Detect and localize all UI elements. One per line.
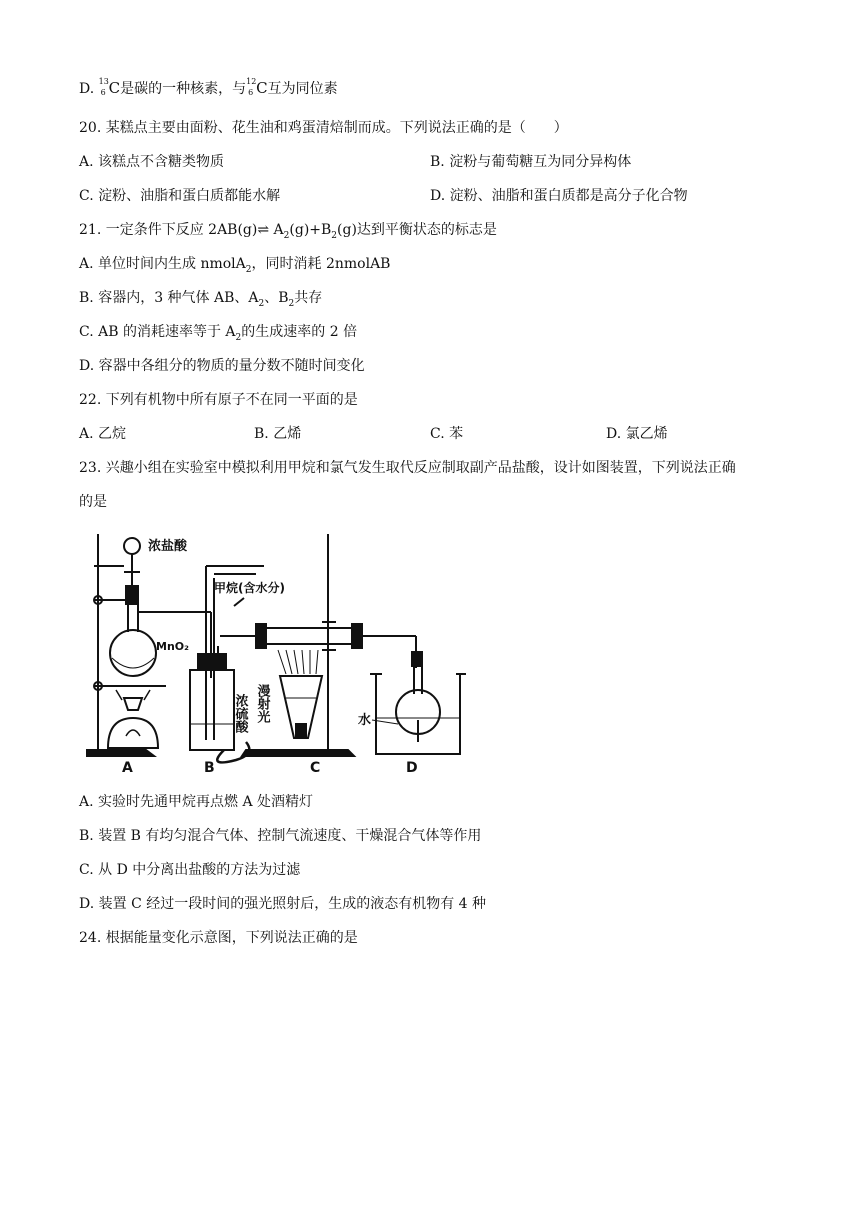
label-water: 水 [358,713,372,728]
isotope-c12-prefix [246,78,256,98]
mass-number: 12 [246,77,257,86]
subscript: 2 [331,230,338,241]
mass-number: 13 [98,77,109,86]
label-methane: 甲烷(含水分) [214,581,285,595]
q21-option-c [79,322,357,348]
label-b: B [204,760,215,776]
q23-stem-line1: 23. 兴趣小组在实验室中模拟利用甲烷和氯气发生取代反应制取副产品盐酸，设计如图装置，下列说法正确 [79,460,736,476]
q21-a-post: ，同时消耗 2nmolAB [251,256,391,272]
q21-option-d: D. 容器中各组分的物质的量分数不随时间变化 [79,358,365,374]
label-c: C [310,760,321,776]
q22-option-d: D. 氯乙烯 [606,426,668,442]
q21-stem-post: (g)达到平衡状态的标志是 [337,222,497,238]
q23-option-c: C. 从 D 中分离出盐酸的方法为过滤 [79,862,301,878]
subscript: 2 [245,264,252,275]
q19-option-d [79,78,338,99]
q20-option-a: A. 该糕点不含糖类物质 [79,154,225,170]
q23-option-b: B. 装置 B 有均匀混合气体、控制气流速度、干燥混合气体等作用 [79,828,482,844]
q20-option-c: C. 淀粉、油脂和蛋白质都能水解 [79,188,281,204]
q21-c-pre: C. AB 的消耗速率等于 A [79,324,236,340]
q20-stem: 20. 某糕点主要由面粉、花生油和鸡蛋清焙制而成。下列说法正确的是（ ） [79,120,568,136]
q23-option-a: A. 实验时先通甲烷再点燃 A 处酒精灯 [79,794,314,810]
label-diffuse-light: 漫射光 [254,684,270,723]
element-symbol: C [256,79,268,97]
apparatus-d [370,636,466,754]
q21-b-mid: 、B [264,290,289,306]
q21-stem [79,220,497,246]
q21-a-pre: A. 单位时间内生成 nmolA [79,256,246,272]
q19-option-d-end: 互为同位素 [267,81,338,97]
q22-option-b: B. 乙烯 [254,426,302,442]
q20-option-d: D. 淀粉、油脂和蛋白质都是高分子化合物 [430,188,688,204]
label-d: D [406,760,418,776]
q19-option-d-letter: D. [79,81,95,97]
atomic-number: 6 [248,88,254,97]
apparatus-diagram [86,528,466,776]
q21-option-a [79,254,390,280]
q21-c-post: 的生成速率的 2 倍 [241,324,358,340]
q20-option-b: B. 淀粉与葡萄糖互为同分异构体 [430,154,632,170]
q21-stem-pre: 21. 一定条件下反应 2AB(g)⇌ A [79,222,284,238]
q19-option-d-mid: 是碳的一种核素，与 [120,81,247,97]
apparatus-a [86,534,211,756]
label-conc-h2so4 [233,693,249,734]
q22-option-a: A. 乙烷 [79,426,127,442]
isotope-c13-prefix [99,78,109,98]
atomic-number: 6 [100,88,106,97]
q21-b-pre: B. 容器内，3 种气体 AB、A [79,290,259,306]
label-a: A [122,760,133,776]
q24-stem: 24. 根据能量变化示意图，下列说法正确的是 [79,930,358,946]
subscript: 2 [258,298,265,309]
q23-option-d: D. 装置 C 经过一段时间的强光照射后，生成的液态有机物有 4 种 [79,896,487,912]
apparatus-b [190,566,264,762]
subscript: 2 [283,230,290,241]
q21-stem-mid: (g)+B [289,222,332,238]
label-conc-hcl: 浓盐酸 [148,539,188,554]
q22-stem: 22. 下列有机物中所有原子不在同一平面的是 [79,392,358,408]
label-mno2: MnO₂ [156,640,189,653]
q21-option-b [79,288,322,314]
subscript: 2 [235,332,242,343]
element-symbol: C [108,79,121,97]
subscript: 2 [288,298,295,309]
q23-stem-line2: 的是 [79,494,107,510]
label-conc-h2so4-text: 浓硫酸 [232,694,248,733]
q22-option-c: C. 苯 [430,426,464,442]
q21-b-post: 共存 [294,290,323,306]
